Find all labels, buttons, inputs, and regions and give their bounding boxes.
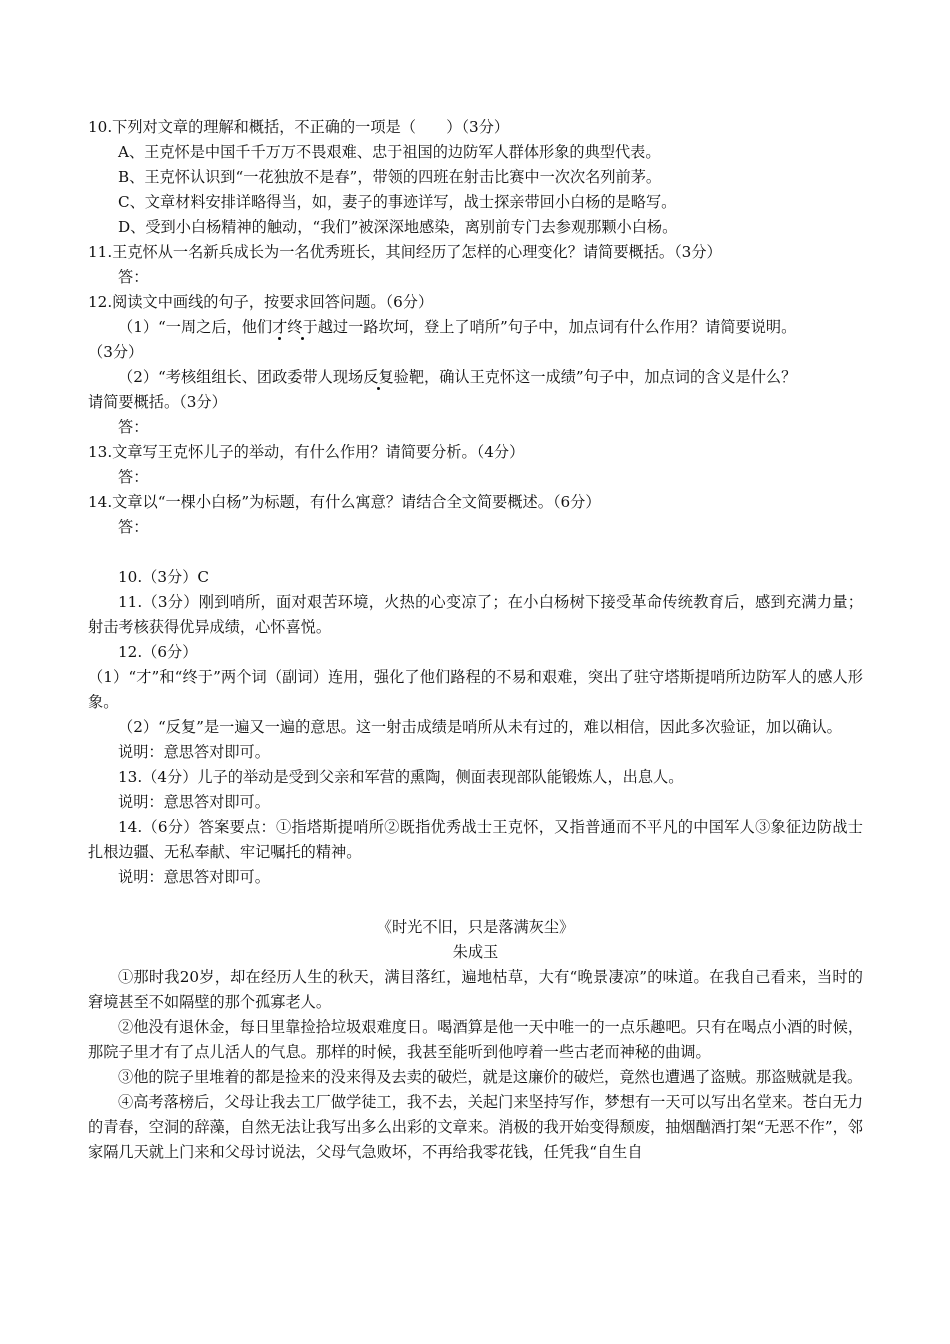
question-12-2-text: （2）“考核组组长、团政委带人现场: [118, 368, 364, 386]
answer-13: 13.（4分）儿子的举动是受到父亲和军营的熏陶，侧面表现部队能锻炼人，出息人。: [118, 768, 684, 786]
answer-label: 答：: [118, 468, 149, 486]
answer-11: 11.（3分）刚到哨所，面对艰苦环境，火热的心变凉了；在小白杨树下接受革命传统教育后，感到充满力量；射击考核获得优异成绩，心怀喜悦。: [88, 593, 863, 636]
question-12-1-text: （1）“一周之后，他们: [118, 318, 273, 336]
emphasis-dotted-word: 反复: [363, 368, 394, 386]
question-12-1-text: 越过一路坎坷，登上了哨所”句子中，加点词有什么作用？请简要说明。: [317, 318, 797, 336]
answer-label: 答：: [118, 418, 149, 436]
question-10: 10.下列对文章的理解和概括，不正确的一项是（ ）（3分）: [88, 118, 510, 136]
question-10-option-c: C、文章材料安排详略得当，如，妻子的事迹详写，战士探亲带回小白杨的是略写。: [118, 193, 677, 211]
answer-10: 10.（3分）C: [118, 568, 209, 586]
answer-12-1: （1）“才”和“终于”两个词（副词）连用，强化了他们路程的不易和艰难，突出了驻守塔斯提哨所边防军人的感人形象。: [88, 668, 863, 711]
answer-note: 说明：意思答对即可。: [118, 743, 270, 761]
answer-12: 12.（6分）: [118, 643, 198, 661]
answer-note: 说明：意思答对即可。: [118, 793, 270, 811]
article-paragraph-4: ④高考落榜后，父母让我去工厂做学徒工，我不去，关起门来坚持写作，梦想有一天可以写出名堂来。苍白无力的青春，空洞的辞藻，自然无法让我写出多么出彩的文章来。消极的我开始变得颓废，抽烟酗酒打架“无恶不作”，邻家隔几天就上门来和父母讨说法，父母气急败坏，不再给我零花钱，任凭我“自生自: [88, 1093, 863, 1161]
article-author: 朱成玉: [452, 943, 499, 961]
question-12: 12.阅读文中画线的句子，按要求回答问题。（6分）: [88, 293, 434, 311]
question-12-part-2: [88, 365, 863, 390]
answer-note: 说明：意思答对即可。: [118, 868, 270, 886]
spacer: [88, 890, 863, 915]
answer-12-2: （2）“反复”是一遍又一遍的意思。这一射击成绩是哨所从未有过的，难以相信，因此多次验证，加以确认。: [118, 718, 842, 736]
emphasis-dotted-word: 才: [272, 318, 288, 336]
answer-label: 答：: [118, 268, 149, 286]
article-paragraph-1: ①那时我20岁，却在经历人生的秋天，满目落红，遍地枯草，大有“晚景凄凉”的味道。在我自己看来，当时的窘境甚至不如隔壁的那个孤寡老人。: [88, 968, 863, 1011]
answer-14: 14.（6分）答案要点：①指塔斯提哨所②既指优秀战士王克怀，又指普通而不平凡的中国军人③象征边防战士扎根边疆、无私奉献、牢记嘱托的精神。: [88, 818, 863, 861]
question-14: 14.文章以“一棵小白杨”为标题，有什么寓意？请结合全文简要概述。（6分）: [88, 493, 601, 511]
question-12-2-continuation: 请简要概括。（3分）: [88, 393, 227, 411]
article-paragraph-3: ③他的院子里堆着的都是捡来的没来得及去卖的破烂，就是这廉价的破烂，竟然也遭遇了盗贼。那盗贼就是我。: [118, 1068, 863, 1086]
question-12-part-1: [88, 315, 863, 340]
question-13: 13.文章写王克怀儿子的举动，有什么作用？请简要分析。（4分）: [88, 443, 525, 461]
question-10-option-a: A、王克怀是中国千千万万不畏艰难、忠于祖国的边防军人群体形象的典型代表。: [118, 143, 661, 161]
question-12-2-text: 验靶，确认王克怀这一成绩”句子中，加点词的含义是什么？: [393, 368, 797, 386]
spacer: [88, 540, 863, 565]
exam-page: [88, 115, 863, 1165]
emphasis-dotted-word: 终于: [287, 318, 318, 336]
question-10-option-b: B、王克怀认识到“一花独放不是春”，带领的四班在射击比赛中一次次名列前茅。: [118, 168, 662, 186]
article-paragraph-2: ②他没有退休金，每日里靠捡拾垃圾艰难度日。喝酒算是他一天中唯一的一点乐趣吧。只有在喝点小酒的时候，那院子里才有了点儿活人的气息。那样的时候，我甚至能听到他哼着一些古老而神秘的曲调。: [88, 1018, 863, 1061]
article-title: 《时光不旧，只是落满灰尘》: [376, 918, 575, 936]
question-10-option-d: D、受到小白杨精神的触动，“我们”被深深地感染，离别前专门去参观那颗小白杨。: [118, 218, 678, 236]
question-12-1-score: （3分）: [88, 343, 144, 361]
answer-label: 答：: [118, 518, 149, 536]
question-11: 11.王克怀从一名新兵成长为一名优秀班长，其间经历了怎样的心理变化？请简要概括。（3分）: [88, 243, 722, 261]
